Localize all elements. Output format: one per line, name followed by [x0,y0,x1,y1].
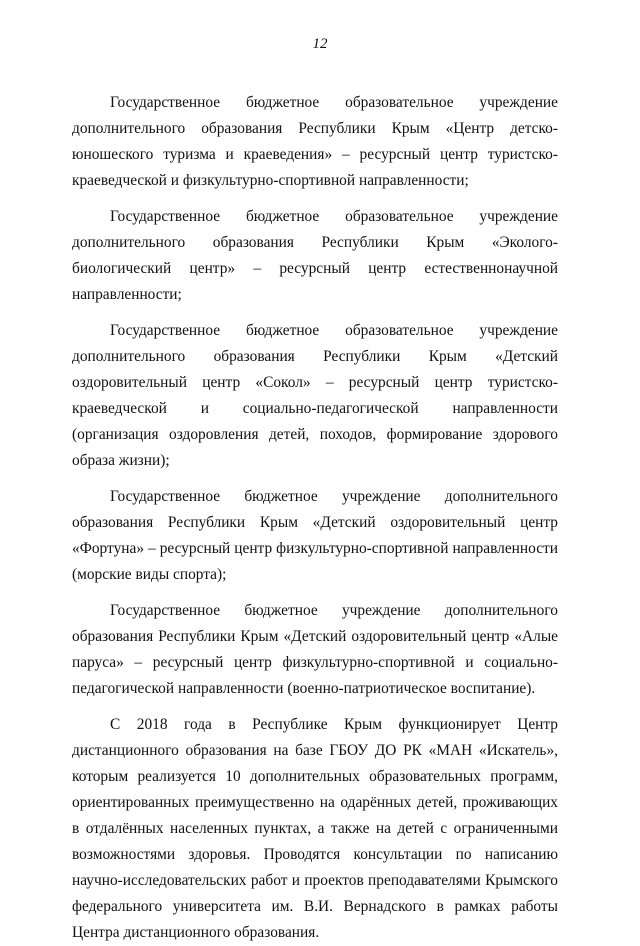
paragraph-tsdyutik: Государственное бюджетное образовательное учреждение дополнительного образования Республики Крым «Центр детско-юношеского туризма и краеведения» – ресурсный центр туристско-краеведческой и физкультурно-спортивной направленности; [72,94,558,189]
paragraph-fortuna: Государственное бюджетное учреждение дополнительного образования Республики Крым «Детский оздоровительный центр «Фортуна» – ресурсный центр физкультурно-спортивной направленности (морские виды спорта); [72,488,558,583]
page-number: 12 [312,36,328,52]
paragraph-distance-education: С 2018 года в Республике Крым функционирует Центр дистанционного образования на базе ГБОУ ДО РК «МАН «Искатель», которым реализуется 10 дополнительных образовательных программ, ориентированных преимущественно на одарённых детей, проживающих в отдалённых населенных пунктах, а также на детей с ограниченными возможностями здоровья. Проводятся консультации по написанию научно-исследовательских работ и проектов преподавателями Крымского федерального университета им. В.И. Вернадского в рамках работы Центра дистанционного образования. [72,716,558,941]
paragraph-eco-bio-center: Государственное бюджетное образовательное учреждение дополнительного образования Республики Крым «Эколого-биологический центр» – ресурсный центр естественнонаучной направленности; [72,208,558,303]
document-body [72,90,558,946]
paragraph-alye-parusa: Государственное бюджетное учреждение дополнительного образования Республики Крым «Детский оздоровительный центр «Алые паруса» – ресурсный центр физкультурно-спортивной и социально-педагогической направленности (военно-патриотическое воспитание). [72,602,558,697]
paragraph-sokol: Государственное бюджетное образовательное учреждение дополнительного образования Республики Крым «Детский оздоровительный центр «Сокол» – ресурсный центр туристско-краеведческой и социально-педагогической направленности (организация оздоровления детей, походов, формирование здорового образа жизни); [72,322,558,469]
